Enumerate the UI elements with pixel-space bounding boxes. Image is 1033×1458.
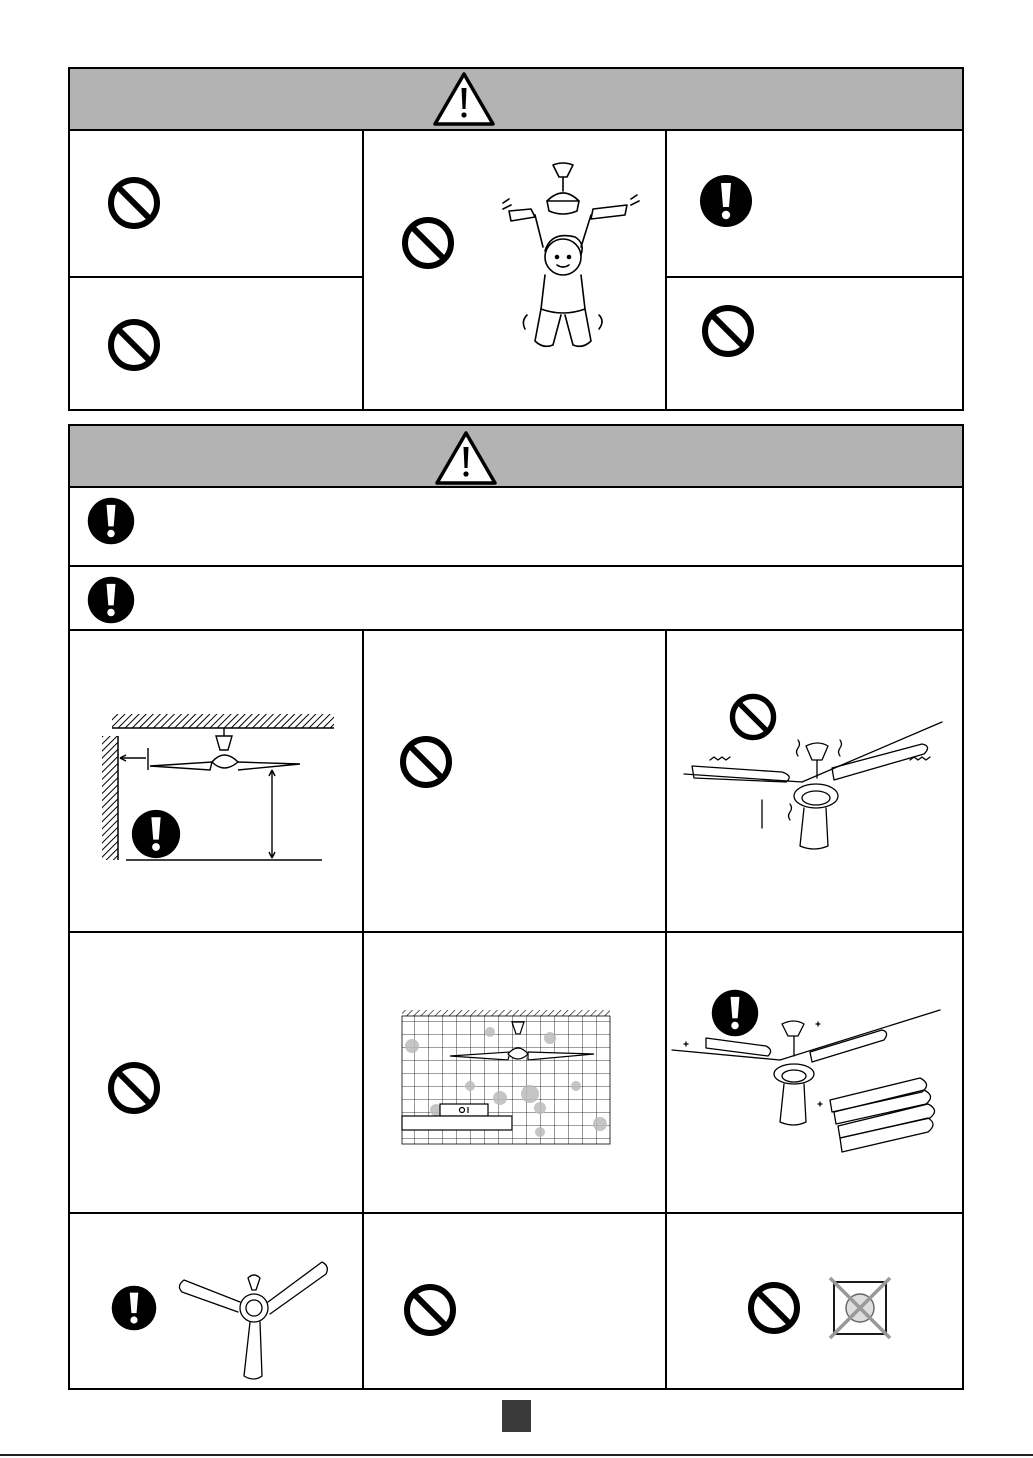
caution-header [70, 426, 962, 488]
prohibition-icon [106, 1060, 162, 1116]
warning-triangle-icon [434, 430, 498, 486]
caution-grid-divider-v2 [665, 631, 667, 1388]
caution-grid-divider-h2 [70, 1212, 962, 1214]
crossed-out-outlet-illustration [828, 1276, 892, 1340]
prohibition-icon [746, 1280, 802, 1336]
prohibition-icon [106, 317, 162, 373]
warning-triangle-icon [432, 71, 496, 127]
prohibition-icon [400, 215, 456, 271]
warning-section [68, 67, 964, 411]
child-hanging-on-fan-illustration [495, 159, 645, 359]
mandatory-icon [110, 1284, 158, 1332]
prohibition-icon [106, 175, 162, 231]
page-marker [502, 1400, 531, 1432]
mandatory-icon [698, 173, 754, 229]
warning-divider-left [362, 131, 364, 409]
caution-section [68, 424, 964, 1390]
mandatory-icon [130, 808, 182, 860]
warning-divider-left-h [70, 276, 362, 278]
fan-in-tiled-room-illustration [400, 1008, 612, 1146]
prohibition-icon [398, 734, 454, 790]
caution-grid-divider-h1 [70, 931, 962, 933]
mandatory-icon [86, 496, 136, 546]
fan-top-view-illustration [174, 1252, 334, 1382]
warning-header [70, 69, 962, 131]
prohibition-icon [728, 692, 778, 742]
mandatory-icon [86, 575, 136, 625]
mandatory-icon [710, 988, 760, 1038]
prohibition-icon [700, 303, 756, 359]
page-bottom-line [0, 1454, 1033, 1456]
warning-divider-right-h [667, 276, 962, 278]
prohibition-icon [402, 1282, 458, 1338]
caution-row-divider-2 [70, 629, 962, 631]
fan-wobbling-illustration [682, 716, 952, 886]
caution-row-divider-1 [70, 565, 962, 567]
caution-grid-divider-v1 [362, 631, 364, 1388]
warning-divider-right [665, 131, 667, 409]
